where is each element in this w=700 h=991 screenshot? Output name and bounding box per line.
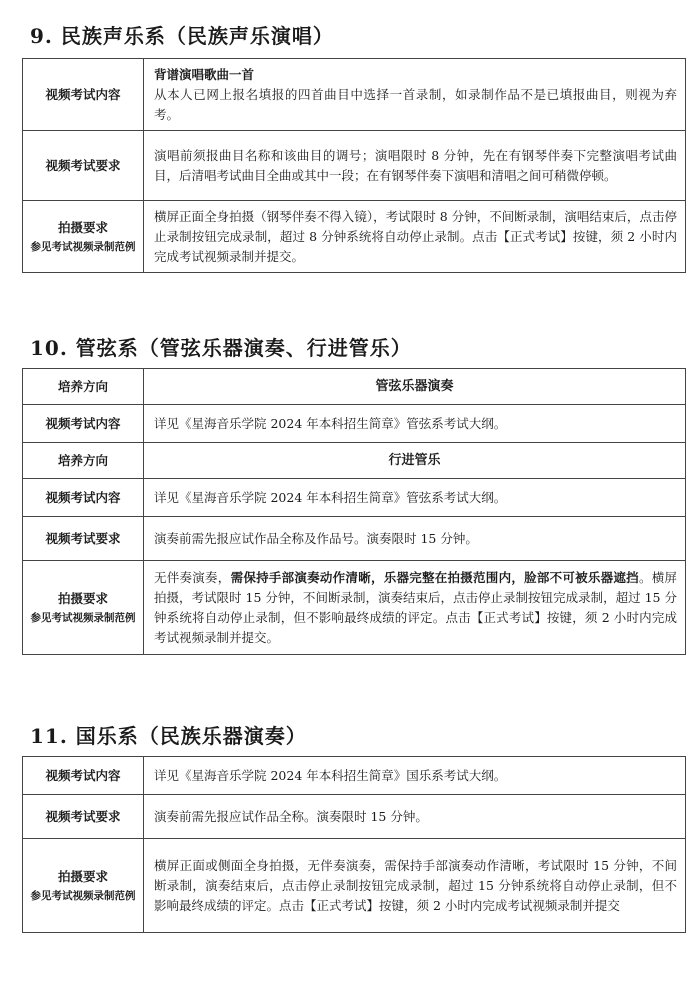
table-row xyxy=(23,757,686,795)
row-value-content-1: 详见《星海音乐学院 2024 年本科招生简章》管弦系考试大纲。 xyxy=(144,405,686,443)
table-row xyxy=(23,795,686,839)
section-title-10: 10. 管弦系（管弦乐器演奏、行进管乐） xyxy=(30,336,412,360)
row-label-requirements: 视频考试要求 xyxy=(23,517,144,561)
table-row xyxy=(23,839,686,933)
shooting-text-emphasis: 需保持手部演奏动作清晰，乐器完整在拍摄范围内，脸部不可被乐器遮挡 xyxy=(230,569,639,585)
section-10-table xyxy=(22,368,686,655)
row-label-content-1: 视频考试内容 xyxy=(23,405,144,443)
row-label-content: 视频考试内容 xyxy=(23,59,144,131)
row-value-requirements: 演奏前需先报应试作品全称。演奏限时 15 分钟。 xyxy=(144,795,686,839)
row-label-shooting xyxy=(23,201,144,273)
section-11-table xyxy=(22,756,686,933)
shooting-label-sub: 参见考试视频录制范例 xyxy=(30,889,136,902)
content-detail: 从本人已网上报名填报的四首曲目中选择一首录制，如录制作品不是已填报曲目，则视为弃考。 xyxy=(154,86,677,122)
section-9-table xyxy=(22,58,686,273)
table-row xyxy=(23,443,686,479)
row-value-content: 详见《星海音乐学院 2024 年本科招生简章》国乐系考试大纲。 xyxy=(144,757,686,795)
row-value-content-2: 详见《星海音乐学院 2024 年本科招生简章》管弦系考试大纲。 xyxy=(144,479,686,517)
row-value-shooting: 横屏正面或侧面全身拍摄，无伴奏演奏，需保持手部演奏动作清晰，考试限时 15 分钟，不间断录制，演奏结束后，点击停止录制按钮完成录制，超过 15 分钟系统将自动停止录制，但不影响最终成绩的评定。点击【正式考试】按键，须 2 小时内完成考试视频录制并提交 xyxy=(144,839,686,933)
shooting-label-main: 拍摄要求 xyxy=(57,590,108,606)
section-title-9: 9. 民族声乐系（民族声乐演唱） xyxy=(30,24,334,48)
shooting-text-c: 。横屏拍摄，考试限时 15 分钟，不间断录制，演奏结束后，点击停止录制按钮完成录制，超过 15 分钟系统将自动停止录制，但不影响最终成绩的评定。点击【正式考试】按键，须 2 小时内完成考试视频录制并提交。 xyxy=(154,569,677,645)
row-label-shooting xyxy=(23,561,144,655)
table-row xyxy=(23,517,686,561)
content-headline: 背谱演唱歌曲一首 xyxy=(154,66,255,82)
table-row xyxy=(23,405,686,443)
row-label-direction-1: 培养方向 xyxy=(23,369,144,405)
row-label-shooting xyxy=(23,839,144,933)
table-row xyxy=(23,59,686,131)
shooting-label-sub: 参见考试视频录制范例 xyxy=(30,611,136,624)
shooting-label-sub: 参见考试视频录制范例 xyxy=(30,240,136,253)
table-row xyxy=(23,479,686,517)
shooting-text-a: 无伴奏演奏， xyxy=(154,569,231,585)
row-value-requirements: 演奏前需先报应试作品全称及作品号。演奏限时 15 分钟。 xyxy=(144,517,686,561)
section-title-11: 11. 国乐系（民族乐器演奏） xyxy=(30,724,307,748)
table-row xyxy=(23,369,686,405)
table-row xyxy=(23,131,686,201)
shooting-label-main: 拍摄要求 xyxy=(57,219,108,235)
row-label-direction-2: 培养方向 xyxy=(23,443,144,479)
table-row xyxy=(23,201,686,273)
shooting-label-main: 拍摄要求 xyxy=(57,868,108,884)
row-label-requirements: 视频考试要求 xyxy=(23,795,144,839)
row-value-requirements: 演唱前须报曲目名称和该曲目的调号；演唱限时 8 分钟，先在有钢琴伴奏下完整演唱考试曲目，后清唱考试曲目全曲或其中一段；在有钢琴伴奏下演唱和清唱之间可稍微停顿。 xyxy=(144,131,686,201)
row-value-content xyxy=(144,59,686,131)
row-label-content-2: 视频考试内容 xyxy=(23,479,144,517)
row-label-content: 视频考试内容 xyxy=(23,757,144,795)
table-row xyxy=(23,561,686,655)
row-value-direction-1: 管弦乐器演奏 xyxy=(144,369,686,405)
row-value-shooting: 横屏正面全身拍摄（钢琴伴奏不得入镜），考试限时 8 分钟，不间断录制，演唱结束后，点击停止录制按钮完成录制，超过 8 分钟系统将自动停止录制。点击【正式考试】按键，须 2 小时内完成考试视频录制并提交。 xyxy=(144,201,686,273)
row-value-direction-2: 行进管乐 xyxy=(144,443,686,479)
row-value-shooting xyxy=(144,561,686,655)
row-label-requirements: 视频考试要求 xyxy=(23,131,144,201)
